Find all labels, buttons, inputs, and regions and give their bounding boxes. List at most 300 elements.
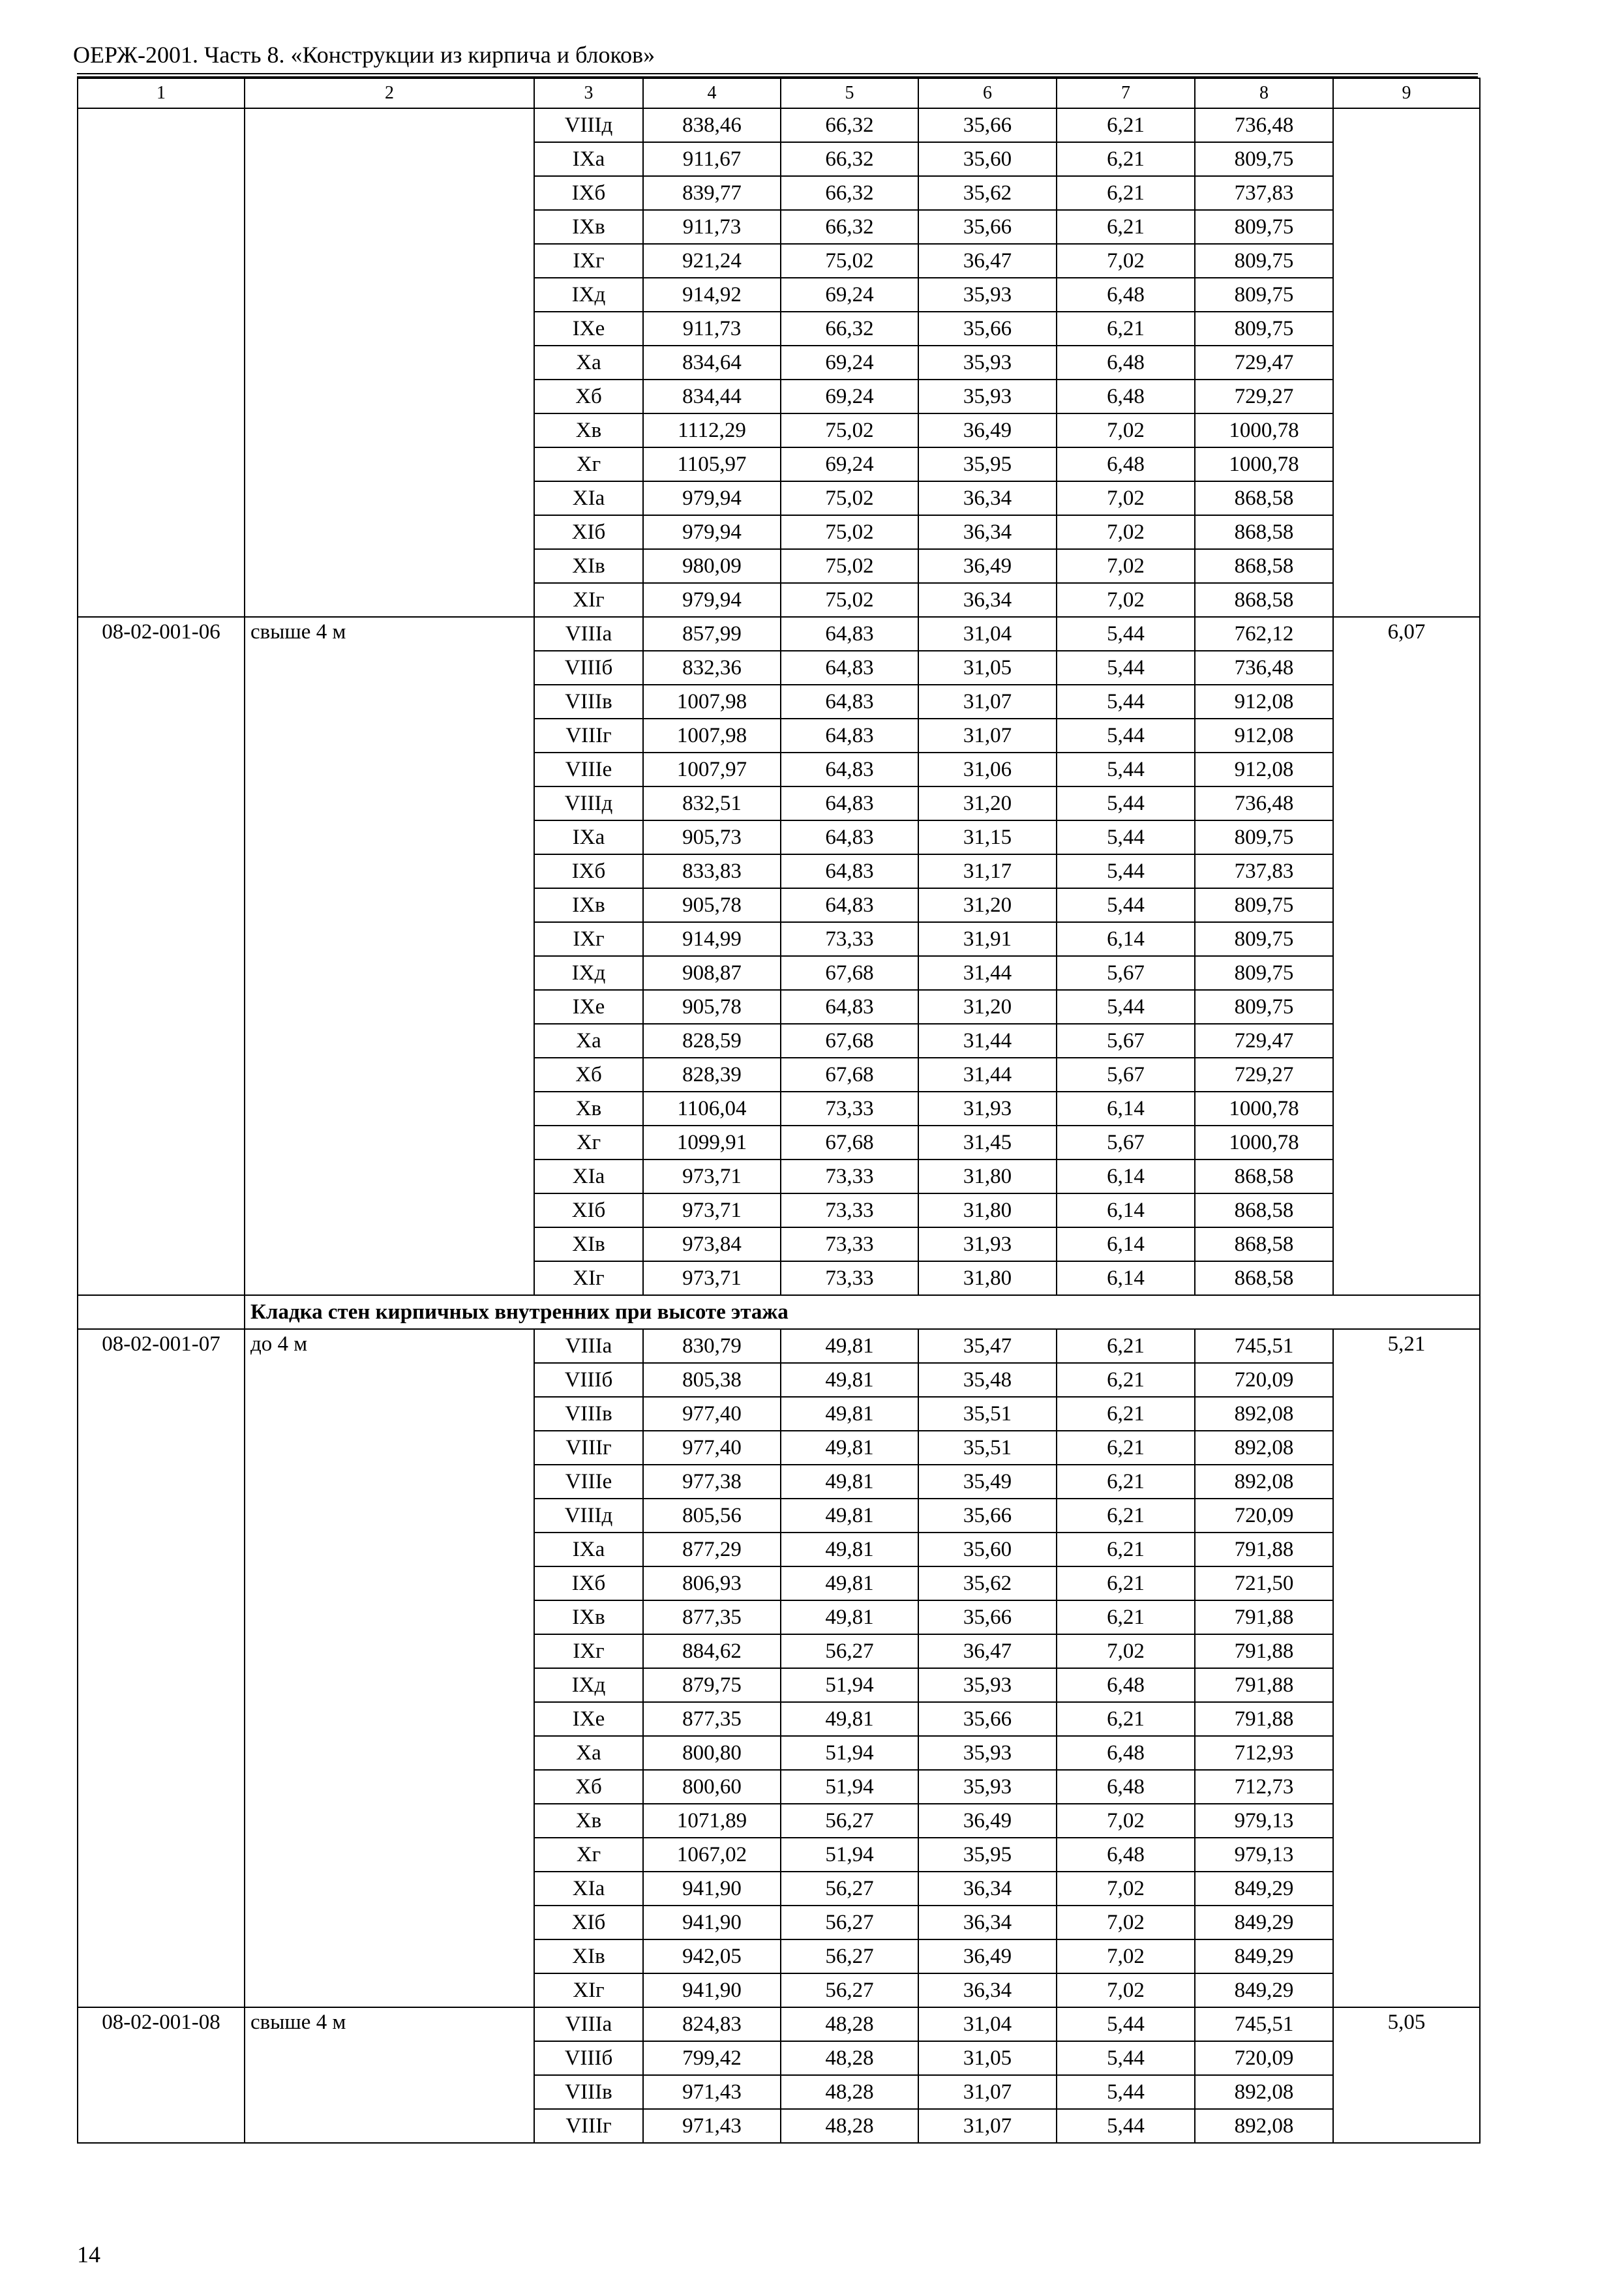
variant-cell: Xв	[534, 1092, 643, 1126]
machinist-wages-cell: 6,48	[1057, 1770, 1195, 1804]
total-cost-cell: 1105,97	[643, 447, 781, 481]
materials-cell: 868,58	[1195, 1193, 1333, 1227]
machines-cell: 35,66	[918, 1702, 1057, 1736]
machinist-wages-cell: 6,21	[1057, 1363, 1195, 1397]
variant-cell: Xб	[534, 1058, 643, 1092]
total-cost-cell: 1099,91	[643, 1126, 781, 1159]
machinist-wages-cell: 5,44	[1057, 2041, 1195, 2075]
machines-cell: 31,80	[918, 1159, 1057, 1193]
machines-cell: 36,34	[918, 583, 1057, 617]
machinist-wages-cell: 6,21	[1057, 210, 1195, 244]
machinist-wages-cell: 7,02	[1057, 549, 1195, 583]
variant-cell: IXд	[534, 278, 643, 312]
rate-description-cell: свыше 4 м	[245, 617, 534, 1295]
section-title: Кладка стен кирпичных внутренних при высоте этажа	[245, 1295, 1480, 1329]
machines-cell: 31,93	[918, 1092, 1057, 1126]
materials-cell: 736,48	[1195, 786, 1333, 820]
total-cost-cell: 977,40	[643, 1397, 781, 1431]
variant-cell: Xб	[534, 380, 643, 413]
wages-cell: 73,33	[781, 1193, 918, 1227]
variant-cell: Xб	[534, 1770, 643, 1804]
wages-cell: 73,33	[781, 922, 918, 956]
variant-cell: IXе	[534, 1702, 643, 1736]
wages-cell: 64,83	[781, 617, 918, 651]
rates-table	[77, 78, 1481, 2144]
machinist-wages-cell: 6,14	[1057, 1092, 1195, 1126]
rate-description-cell: свыше 4 м	[245, 2007, 534, 2143]
machines-cell: 31,44	[918, 1024, 1057, 1058]
machinist-wages-cell: 6,14	[1057, 1193, 1195, 1227]
machines-cell: 35,66	[918, 312, 1057, 346]
total-cost-cell: 971,43	[643, 2075, 781, 2109]
machinist-wages-cell: 6,21	[1057, 1533, 1195, 1566]
machines-cell: 36,34	[918, 1906, 1057, 1939]
machines-cell: 31,07	[918, 2075, 1057, 2109]
wages-cell: 51,94	[781, 1838, 918, 1872]
variant-cell: IXа	[534, 820, 643, 854]
column-number: 3	[534, 78, 643, 108]
machinist-wages-cell: 6,21	[1057, 108, 1195, 142]
machines-cell: 36,34	[918, 515, 1057, 549]
machines-cell: 31,15	[918, 820, 1057, 854]
variant-cell: VIIIа	[534, 1329, 643, 1363]
machinist-wages-cell: 6,21	[1057, 1702, 1195, 1736]
wages-cell: 48,28	[781, 2041, 918, 2075]
machinist-wages-cell: 5,67	[1057, 956, 1195, 990]
total-cost-cell: 973,84	[643, 1227, 781, 1261]
machines-cell: 35,60	[918, 1533, 1057, 1566]
variant-cell: XIа	[534, 481, 643, 515]
variant-cell: IXв	[534, 888, 643, 922]
total-cost-cell: 980,09	[643, 549, 781, 583]
column-number: 5	[781, 78, 918, 108]
wages-cell: 75,02	[781, 549, 918, 583]
labor-cost-cell: 6,07	[1333, 617, 1480, 1295]
materials-cell: 745,51	[1195, 1329, 1333, 1363]
machinist-wages-cell: 5,67	[1057, 1058, 1195, 1092]
materials-cell: 737,83	[1195, 176, 1333, 210]
total-cost-cell: 828,39	[643, 1058, 781, 1092]
total-cost-cell: 832,36	[643, 651, 781, 685]
total-cost-cell: 973,71	[643, 1193, 781, 1227]
materials-cell: 791,88	[1195, 1634, 1333, 1668]
wages-cell: 67,68	[781, 956, 918, 990]
machinist-wages-cell: 5,44	[1057, 753, 1195, 786]
wages-cell: 49,81	[781, 1431, 918, 1465]
materials-cell: 979,13	[1195, 1804, 1333, 1838]
machinist-wages-cell: 6,48	[1057, 1838, 1195, 1872]
column-number: 1	[78, 78, 245, 108]
machinist-wages-cell: 7,02	[1057, 1634, 1195, 1668]
variant-cell: XIа	[534, 1159, 643, 1193]
wages-cell: 73,33	[781, 1227, 918, 1261]
machinist-wages-cell: 6,48	[1057, 346, 1195, 380]
total-cost-cell: 979,94	[643, 481, 781, 515]
machines-cell: 35,51	[918, 1397, 1057, 1431]
wages-cell: 64,83	[781, 786, 918, 820]
materials-cell: 849,29	[1195, 1906, 1333, 1939]
machinist-wages-cell: 5,44	[1057, 854, 1195, 888]
total-cost-cell: 977,40	[643, 1431, 781, 1465]
wages-cell: 66,32	[781, 210, 918, 244]
variant-cell: VIIIб	[534, 2041, 643, 2075]
machines-cell: 35,49	[918, 1465, 1057, 1499]
column-number: 6	[918, 78, 1057, 108]
variant-cell: IXг	[534, 1634, 643, 1668]
wages-cell: 64,83	[781, 820, 918, 854]
wages-cell: 64,83	[781, 990, 918, 1024]
machinist-wages-cell: 6,48	[1057, 1668, 1195, 1702]
machinist-wages-cell: 7,02	[1057, 244, 1195, 278]
variant-cell: Xв	[534, 413, 643, 447]
machinist-wages-cell: 6,21	[1057, 142, 1195, 176]
machines-cell: 35,93	[918, 346, 1057, 380]
machines-cell: 35,93	[918, 1736, 1057, 1770]
machinist-wages-cell: 6,14	[1057, 1261, 1195, 1295]
total-cost-cell: 1106,04	[643, 1092, 781, 1126]
wages-cell: 67,68	[781, 1024, 918, 1058]
materials-cell: 712,93	[1195, 1736, 1333, 1770]
variant-cell: XIа	[534, 1872, 643, 1906]
materials-cell: 809,75	[1195, 820, 1333, 854]
machines-cell: 35,66	[918, 108, 1057, 142]
wages-cell: 56,27	[781, 1634, 918, 1668]
machinist-wages-cell: 6,48	[1057, 1736, 1195, 1770]
section-spacer-cell	[78, 1295, 245, 1329]
machinist-wages-cell: 6,21	[1057, 1465, 1195, 1499]
total-cost-cell: 800,80	[643, 1736, 781, 1770]
variant-cell: XIг	[534, 1261, 643, 1295]
materials-cell: 979,13	[1195, 1838, 1333, 1872]
machinist-wages-cell: 6,21	[1057, 1600, 1195, 1634]
variant-cell: IXв	[534, 210, 643, 244]
machinist-wages-cell: 6,21	[1057, 1397, 1195, 1431]
machines-cell: 35,62	[918, 176, 1057, 210]
wages-cell: 64,83	[781, 854, 918, 888]
machines-cell: 35,95	[918, 1838, 1057, 1872]
machinist-wages-cell: 6,21	[1057, 1566, 1195, 1600]
materials-cell: 762,12	[1195, 617, 1333, 651]
machines-cell: 36,34	[918, 1872, 1057, 1906]
machines-cell: 36,34	[918, 1973, 1057, 2007]
variant-cell: VIIIв	[534, 1397, 643, 1431]
total-cost-cell: 799,42	[643, 2041, 781, 2075]
machines-cell: 36,34	[918, 481, 1057, 515]
wages-cell: 51,94	[781, 1668, 918, 1702]
machinist-wages-cell: 6,21	[1057, 176, 1195, 210]
machines-cell: 35,66	[918, 1499, 1057, 1533]
machines-cell: 35,66	[918, 1600, 1057, 1634]
total-cost-cell: 806,93	[643, 1566, 781, 1600]
section-row	[78, 1295, 1480, 1329]
wages-cell: 64,83	[781, 719, 918, 753]
variant-cell: XIв	[534, 1227, 643, 1261]
wages-cell: 64,83	[781, 888, 918, 922]
column-number: 8	[1195, 78, 1333, 108]
rate-code-cell: 08-02-001-08	[78, 2007, 245, 2143]
machines-cell: 31,44	[918, 956, 1057, 990]
materials-cell: 809,75	[1195, 956, 1333, 990]
materials-cell: 745,51	[1195, 2007, 1333, 2041]
machines-cell: 35,51	[918, 1431, 1057, 1465]
page-number: 14	[77, 2241, 100, 2267]
machinist-wages-cell: 5,44	[1057, 651, 1195, 685]
materials-cell: 849,29	[1195, 1939, 1333, 1973]
header-rule	[77, 73, 1478, 74]
materials-cell: 720,09	[1195, 1363, 1333, 1397]
variant-cell: IXг	[534, 922, 643, 956]
machinist-wages-cell: 5,44	[1057, 990, 1195, 1024]
wages-cell: 75,02	[781, 413, 918, 447]
total-cost-cell: 941,90	[643, 1872, 781, 1906]
variant-cell: XIв	[534, 549, 643, 583]
total-cost-cell: 905,78	[643, 888, 781, 922]
machines-cell: 35,62	[918, 1566, 1057, 1600]
wages-cell: 48,28	[781, 2007, 918, 2041]
materials-cell: 809,75	[1195, 888, 1333, 922]
variant-cell: XIг	[534, 1973, 643, 2007]
machinist-wages-cell: 5,44	[1057, 2075, 1195, 2109]
machinist-wages-cell: 5,44	[1057, 617, 1195, 651]
column-number: 7	[1057, 78, 1195, 108]
materials-cell: 809,75	[1195, 244, 1333, 278]
machinist-wages-cell: 7,02	[1057, 1872, 1195, 1906]
variant-cell: Xг	[534, 1126, 643, 1159]
variant-cell: Xг	[534, 447, 643, 481]
total-cost-cell: 1007,97	[643, 753, 781, 786]
materials-cell: 892,08	[1195, 1465, 1333, 1499]
total-cost-cell: 911,73	[643, 312, 781, 346]
machines-cell: 35,93	[918, 278, 1057, 312]
column-number-row	[78, 78, 1480, 108]
machines-cell: 31,05	[918, 651, 1057, 685]
machinist-wages-cell: 5,67	[1057, 1126, 1195, 1159]
materials-cell: 720,09	[1195, 2041, 1333, 2075]
wages-cell: 75,02	[781, 515, 918, 549]
wages-cell: 73,33	[781, 1159, 918, 1193]
total-cost-cell: 839,77	[643, 176, 781, 210]
wages-cell: 49,81	[781, 1702, 918, 1736]
machines-cell: 35,48	[918, 1363, 1057, 1397]
variant-cell: VIIIа	[534, 617, 643, 651]
variant-cell: XIб	[534, 1906, 643, 1939]
variant-cell: XIв	[534, 1939, 643, 1973]
variant-cell: IXб	[534, 1566, 643, 1600]
variant-cell: IXа	[534, 1533, 643, 1566]
table-row	[78, 2007, 1480, 2041]
machinist-wages-cell: 7,02	[1057, 1906, 1195, 1939]
machines-cell: 36,49	[918, 1804, 1057, 1838]
materials-cell: 1000,78	[1195, 1092, 1333, 1126]
wages-cell: 48,28	[781, 2075, 918, 2109]
materials-cell: 868,58	[1195, 549, 1333, 583]
total-cost-cell: 941,90	[643, 1973, 781, 2007]
materials-cell: 712,73	[1195, 1770, 1333, 1804]
materials-cell: 1000,78	[1195, 1126, 1333, 1159]
machinist-wages-cell: 5,44	[1057, 2109, 1195, 2143]
rate-description-cell: до 4 м	[245, 1329, 534, 2007]
machinist-wages-cell: 6,14	[1057, 922, 1195, 956]
total-cost-cell: 973,71	[643, 1261, 781, 1295]
variant-cell: VIIIд	[534, 786, 643, 820]
materials-cell: 892,08	[1195, 2109, 1333, 2143]
machinist-wages-cell: 6,21	[1057, 312, 1195, 346]
machines-cell: 35,93	[918, 380, 1057, 413]
variant-cell: XIб	[534, 1193, 643, 1227]
wages-cell: 67,68	[781, 1126, 918, 1159]
machines-cell: 31,17	[918, 854, 1057, 888]
total-cost-cell: 884,62	[643, 1634, 781, 1668]
materials-cell: 736,48	[1195, 108, 1333, 142]
materials-cell: 721,50	[1195, 1566, 1333, 1600]
total-cost-cell: 941,90	[643, 1906, 781, 1939]
table-row	[78, 1329, 1480, 1363]
total-cost-cell: 905,78	[643, 990, 781, 1024]
total-cost-cell: 914,99	[643, 922, 781, 956]
machines-cell: 31,04	[918, 2007, 1057, 2041]
wages-cell: 49,81	[781, 1499, 918, 1533]
wages-cell: 56,27	[781, 1804, 918, 1838]
machinist-wages-cell: 7,02	[1057, 1973, 1195, 2007]
total-cost-cell: 908,87	[643, 956, 781, 990]
wages-cell: 64,83	[781, 651, 918, 685]
machinist-wages-cell: 6,48	[1057, 380, 1195, 413]
rate-description-cell	[245, 108, 534, 617]
materials-cell: 791,88	[1195, 1533, 1333, 1566]
total-cost-cell: 973,71	[643, 1159, 781, 1193]
variant-cell: VIIIв	[534, 685, 643, 719]
table-row	[78, 617, 1480, 651]
variant-cell: VIIIб	[534, 1363, 643, 1397]
total-cost-cell: 971,43	[643, 2109, 781, 2143]
column-number: 2	[245, 78, 534, 108]
materials-cell: 729,47	[1195, 346, 1333, 380]
machines-cell: 31,93	[918, 1227, 1057, 1261]
wages-cell: 56,27	[781, 1906, 918, 1939]
total-cost-cell: 979,94	[643, 583, 781, 617]
variant-cell: IXв	[534, 1600, 643, 1634]
materials-cell: 1000,78	[1195, 413, 1333, 447]
wages-cell: 73,33	[781, 1092, 918, 1126]
materials-cell: 729,27	[1195, 380, 1333, 413]
materials-cell: 868,58	[1195, 1159, 1333, 1193]
machinist-wages-cell: 7,02	[1057, 1939, 1195, 1973]
total-cost-cell: 1007,98	[643, 685, 781, 719]
variant-cell: VIIIб	[534, 651, 643, 685]
variant-cell: VIIIг	[534, 2109, 643, 2143]
materials-cell: 720,09	[1195, 1499, 1333, 1533]
variant-cell: IXе	[534, 990, 643, 1024]
machines-cell: 35,95	[918, 447, 1057, 481]
page-title: ОЕРЖ-2001. Часть 8. «Конструкции из кирпича и блоков»	[73, 42, 655, 68]
wages-cell: 49,81	[781, 1329, 918, 1363]
total-cost-cell: 1067,02	[643, 1838, 781, 1872]
machinist-wages-cell: 5,67	[1057, 1024, 1195, 1058]
wages-cell: 49,81	[781, 1397, 918, 1431]
wages-cell: 66,32	[781, 312, 918, 346]
variant-cell: XIг	[534, 583, 643, 617]
total-cost-cell: 805,56	[643, 1499, 781, 1533]
wages-cell: 49,81	[781, 1566, 918, 1600]
machines-cell: 31,07	[918, 685, 1057, 719]
materials-cell: 809,75	[1195, 142, 1333, 176]
materials-cell: 868,58	[1195, 1227, 1333, 1261]
materials-cell: 892,08	[1195, 2075, 1333, 2109]
materials-cell: 791,88	[1195, 1600, 1333, 1634]
total-cost-cell: 942,05	[643, 1939, 781, 1973]
materials-cell: 868,58	[1195, 1261, 1333, 1295]
machinist-wages-cell: 6,21	[1057, 1329, 1195, 1363]
total-cost-cell: 832,51	[643, 786, 781, 820]
wages-cell: 51,94	[781, 1770, 918, 1804]
machines-cell: 31,05	[918, 2041, 1057, 2075]
wages-cell: 75,02	[781, 481, 918, 515]
total-cost-cell: 800,60	[643, 1770, 781, 1804]
materials-cell: 737,83	[1195, 854, 1333, 888]
rate-code-cell: 08-02-001-06	[78, 617, 245, 1295]
variant-cell: Xа	[534, 1736, 643, 1770]
machines-cell: 31,07	[918, 2109, 1057, 2143]
materials-cell: 868,58	[1195, 481, 1333, 515]
variant-cell: VIIIв	[534, 2075, 643, 2109]
machinist-wages-cell: 7,02	[1057, 583, 1195, 617]
materials-cell: 809,75	[1195, 990, 1333, 1024]
materials-cell: 912,08	[1195, 685, 1333, 719]
machinist-wages-cell: 5,44	[1057, 786, 1195, 820]
total-cost-cell: 824,83	[643, 2007, 781, 2041]
wages-cell: 56,27	[781, 1973, 918, 2007]
variant-cell: IXб	[534, 854, 643, 888]
total-cost-cell: 879,75	[643, 1668, 781, 1702]
materials-cell: 809,75	[1195, 278, 1333, 312]
wages-cell: 69,24	[781, 346, 918, 380]
machinist-wages-cell: 6,21	[1057, 1431, 1195, 1465]
total-cost-cell: 833,83	[643, 854, 781, 888]
variant-cell: Xа	[534, 1024, 643, 1058]
column-number: 4	[643, 78, 781, 108]
total-cost-cell: 877,35	[643, 1600, 781, 1634]
total-cost-cell: 805,38	[643, 1363, 781, 1397]
variant-cell: VIIIе	[534, 1465, 643, 1499]
materials-cell: 912,08	[1195, 753, 1333, 786]
machinist-wages-cell: 7,02	[1057, 481, 1195, 515]
variant-cell: Xв	[534, 1804, 643, 1838]
variant-cell: IXг	[534, 244, 643, 278]
total-cost-cell: 834,44	[643, 380, 781, 413]
machinist-wages-cell: 5,44	[1057, 888, 1195, 922]
machines-cell: 35,93	[918, 1770, 1057, 1804]
total-cost-cell: 977,38	[643, 1465, 781, 1499]
variant-cell: Xг	[534, 1838, 643, 1872]
total-cost-cell: 828,59	[643, 1024, 781, 1058]
table-body	[78, 78, 1480, 2143]
total-cost-cell: 857,99	[643, 617, 781, 651]
wages-cell: 49,81	[781, 1363, 918, 1397]
machinist-wages-cell: 6,21	[1057, 1499, 1195, 1533]
wages-cell: 69,24	[781, 380, 918, 413]
total-cost-cell: 921,24	[643, 244, 781, 278]
machines-cell: 36,49	[918, 1939, 1057, 1973]
wages-cell: 56,27	[781, 1939, 918, 1973]
machines-cell: 31,20	[918, 990, 1057, 1024]
variant-cell: VIIIг	[534, 719, 643, 753]
machinist-wages-cell: 5,44	[1057, 820, 1195, 854]
total-cost-cell: 911,67	[643, 142, 781, 176]
total-cost-cell: 877,29	[643, 1533, 781, 1566]
materials-cell: 849,29	[1195, 1872, 1333, 1906]
machines-cell: 31,80	[918, 1193, 1057, 1227]
machines-cell: 31,80	[918, 1261, 1057, 1295]
